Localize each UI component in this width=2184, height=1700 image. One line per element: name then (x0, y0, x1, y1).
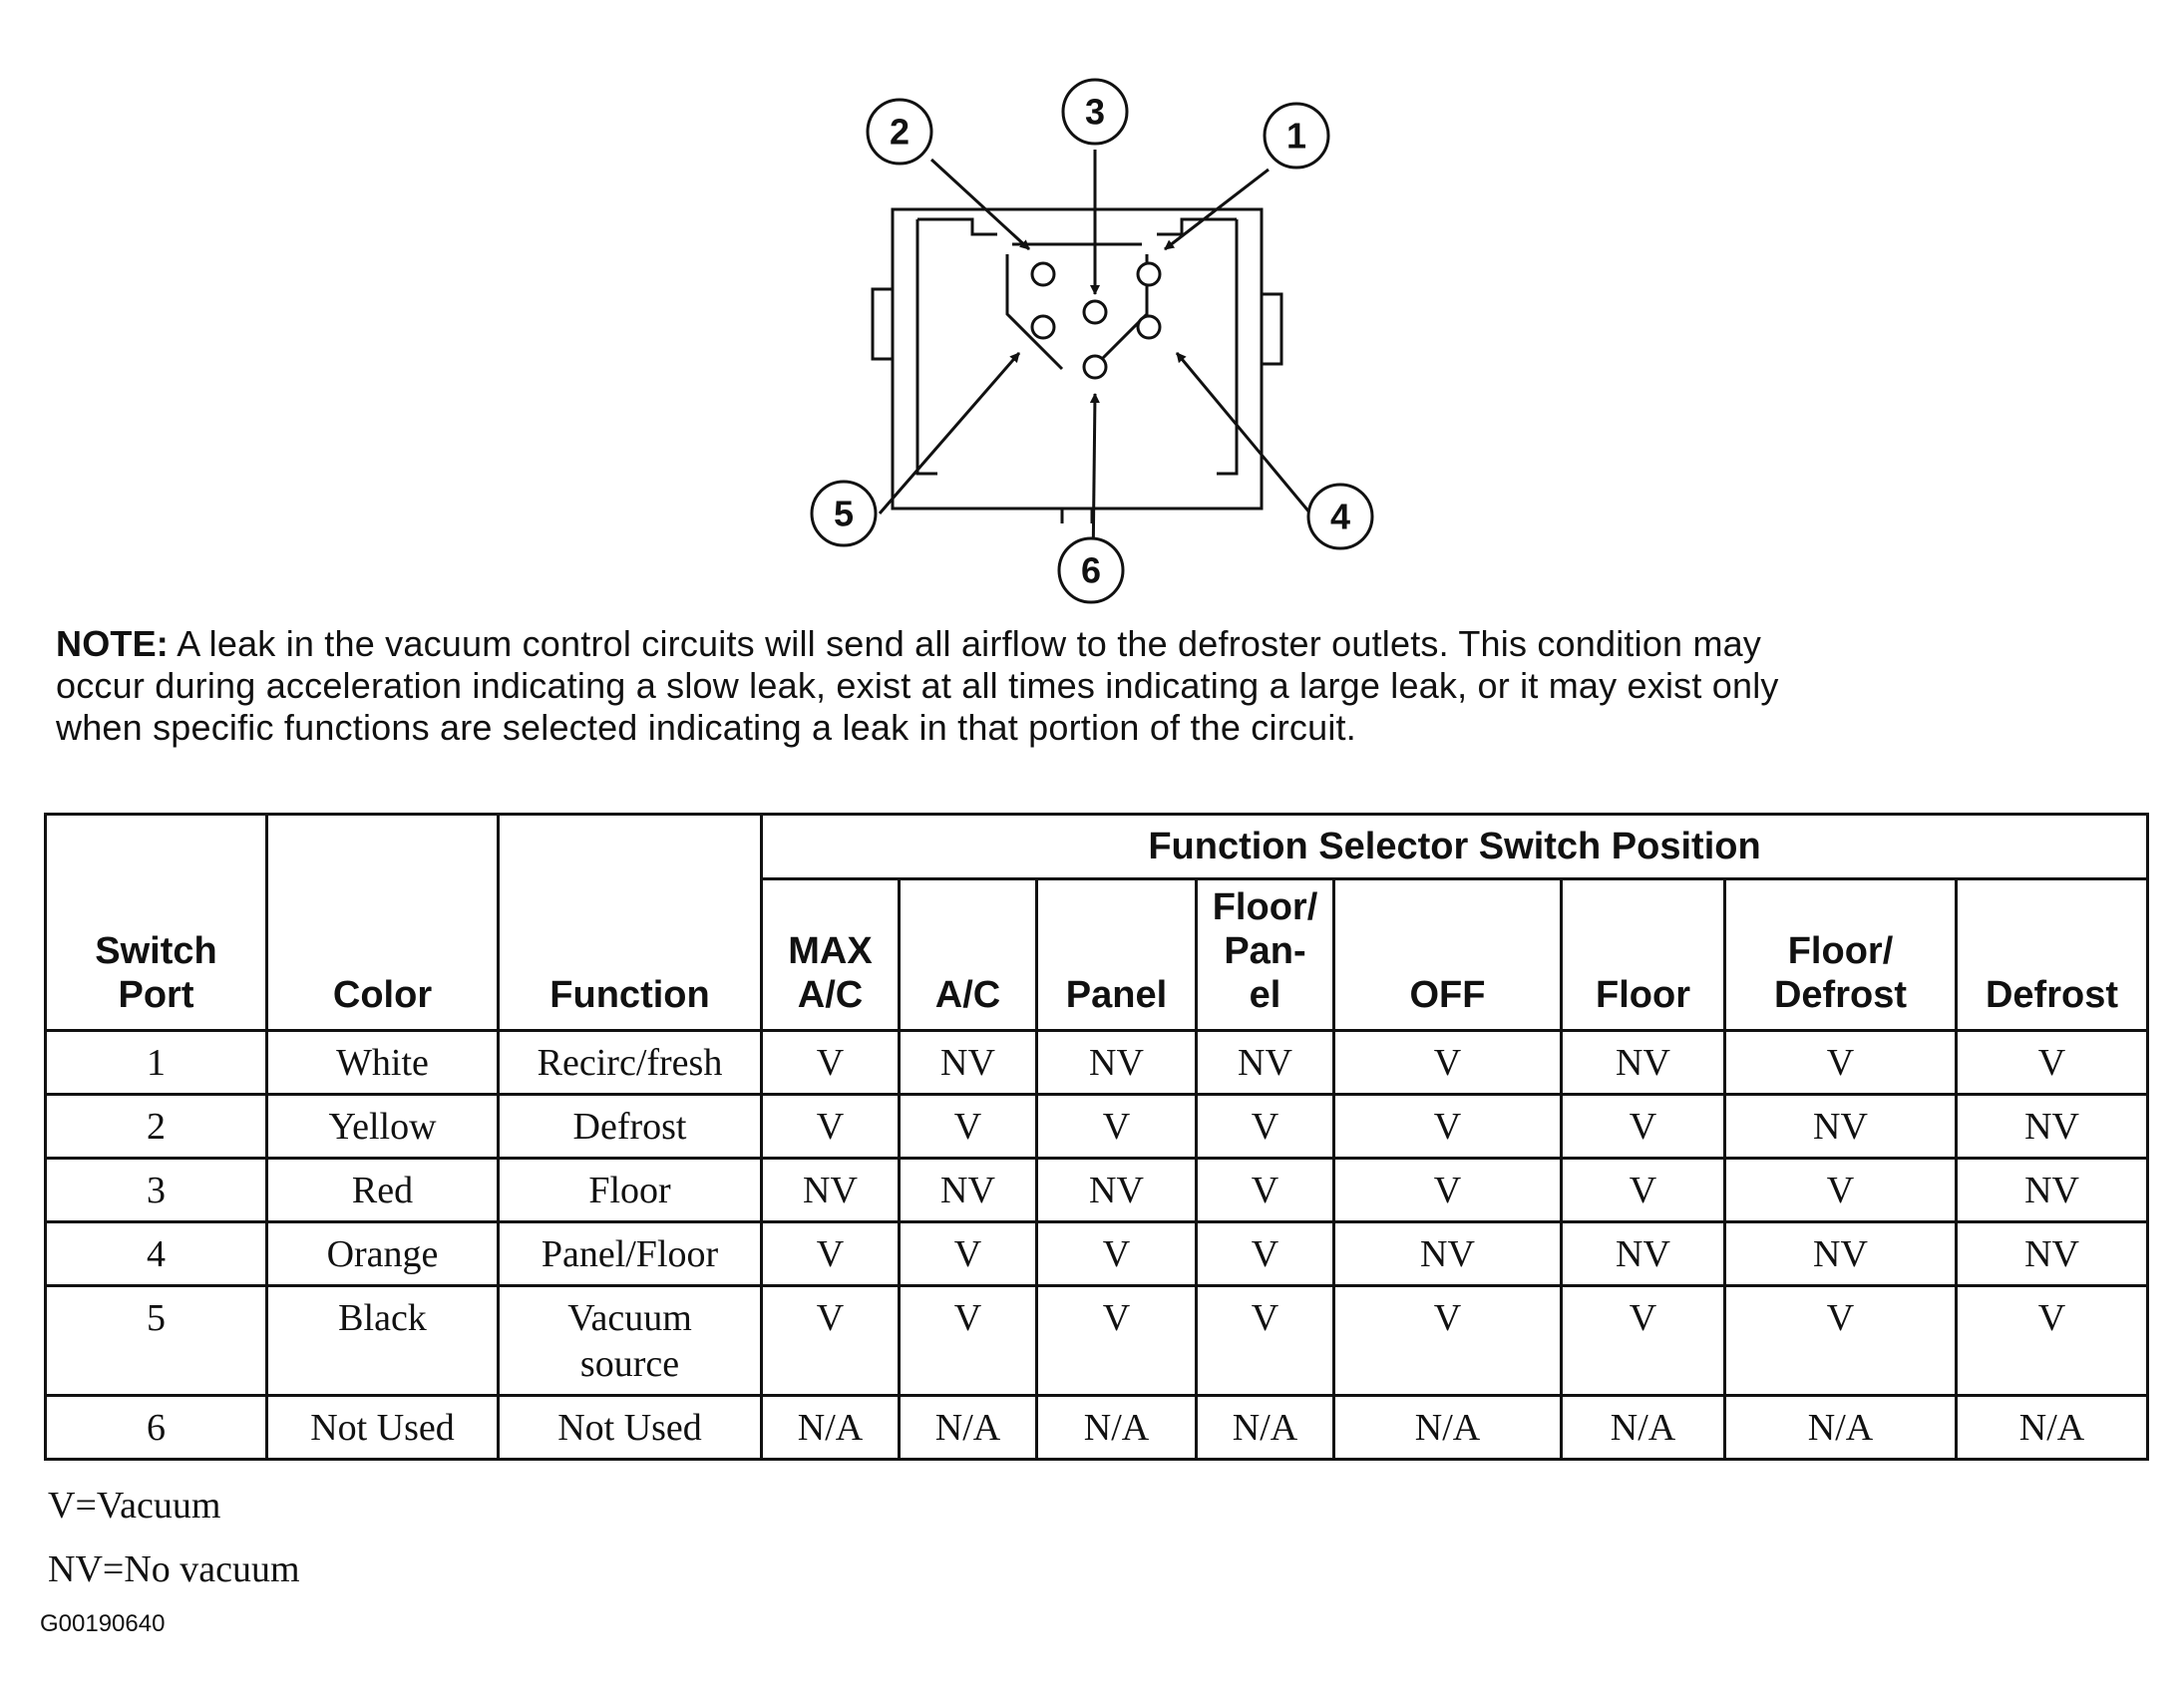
callout-label-2: 2 (889, 111, 910, 153)
cell-panel: NV (1037, 1159, 1197, 1222)
cell-floor-panel: V (1197, 1159, 1334, 1222)
cell-max-ac: V (762, 1222, 900, 1286)
cell-off: V (1334, 1095, 1562, 1159)
callout-label-3: 3 (1084, 91, 1106, 133)
cell-color: Yellow (267, 1095, 499, 1159)
cell-port: 1 (46, 1031, 267, 1095)
cell-floor-defrost: NV (1725, 1095, 1957, 1159)
cell-port: 3 (46, 1159, 267, 1222)
note-text: A leak in the vacuum control circuits will send all airflow to the defroster outlets. This condition may occur during acceleration indicating a slow leak, exist at all times indicating a large leak, or it may exist only when specific functions are selected indicating a leak in that portion of the circuit. (56, 623, 1779, 748)
cell-floor-defrost: N/A (1725, 1395, 1957, 1459)
cell-floor: N/A (1562, 1395, 1725, 1459)
cell-function: Vacuum source (499, 1286, 762, 1396)
port-hole-1 (1138, 263, 1160, 285)
callout-label-6: 6 (1080, 549, 1102, 591)
cell-floor: NV (1562, 1222, 1725, 1286)
cell-floor-panel: V (1197, 1095, 1334, 1159)
header-function: Function (499, 815, 762, 1031)
cell-off: V (1334, 1159, 1562, 1222)
cell-defrost: N/A (1957, 1395, 2148, 1459)
cell-color: White (267, 1031, 499, 1095)
table-row (46, 1286, 2148, 1396)
cell-port: 5 (46, 1286, 267, 1396)
cell-floor-panel: V (1197, 1286, 1334, 1396)
cell-port: 4 (46, 1222, 267, 1286)
port-hole-5 (1032, 316, 1054, 338)
cell-ac: V (900, 1222, 1037, 1286)
cell-floor: V (1562, 1095, 1725, 1159)
cell-defrost: V (1957, 1286, 2148, 1396)
table-row (46, 1395, 2148, 1459)
port-hole-3 (1084, 301, 1106, 323)
cell-max-ac: N/A (762, 1395, 900, 1459)
header-position-floor: Floor (1562, 879, 1725, 1031)
port-hole-6 (1084, 356, 1106, 378)
cell-defrost: NV (1957, 1222, 2148, 1286)
connector-body (873, 209, 1281, 523)
cell-function: Not Used (499, 1395, 762, 1459)
cell-max-ac: V (762, 1286, 900, 1396)
cell-function: Defrost (499, 1095, 762, 1159)
legend-no-vacuum: NV=No vacuum (48, 1548, 300, 1590)
cell-floor-defrost: NV (1725, 1222, 1957, 1286)
callout-label-1: 1 (1285, 115, 1307, 157)
cell-off: V (1334, 1286, 1562, 1396)
cell-panel: N/A (1037, 1395, 1197, 1459)
cell-off: V (1334, 1031, 1562, 1095)
cell-ac: N/A (900, 1395, 1037, 1459)
cell-max-ac: V (762, 1031, 900, 1095)
cell-panel: NV (1037, 1031, 1197, 1095)
header-position-off: OFF (1334, 879, 1562, 1031)
legend-vacuum: V=Vacuum (48, 1485, 221, 1527)
cell-color: Orange (267, 1222, 499, 1286)
table-row (46, 1031, 2148, 1095)
cell-floor-defrost: V (1725, 1031, 1957, 1095)
header-color: Color (267, 815, 499, 1031)
port-hole-4 (1138, 316, 1160, 338)
cell-defrost: V (1957, 1031, 2148, 1095)
cell-function: Recirc/fresh (499, 1031, 762, 1095)
header-position-floor-defrost: Floor/ Defrost (1725, 879, 1957, 1031)
cell-floor-defrost: V (1725, 1286, 1957, 1396)
cell-floor-panel: N/A (1197, 1395, 1334, 1459)
cell-floor: V (1562, 1159, 1725, 1222)
note-label: NOTE: (56, 623, 169, 664)
table-row (46, 1095, 2148, 1159)
header-position-panel: Panel (1037, 879, 1197, 1031)
header-position-max-ac: MAX A/C (762, 879, 900, 1031)
callout-circles (812, 80, 1372, 602)
cell-floor: V (1562, 1286, 1725, 1396)
port-hole-2 (1032, 263, 1054, 285)
cell-off: NV (1334, 1222, 1562, 1286)
callout-label-4: 4 (1329, 496, 1351, 537)
cell-max-ac: V (762, 1095, 900, 1159)
function-selector-table (44, 813, 2149, 1461)
cell-color: Not Used (267, 1395, 499, 1459)
cell-function: Panel/Floor (499, 1222, 762, 1286)
cell-function: Floor (499, 1159, 762, 1222)
header-position-defrost: Defrost (1957, 879, 2148, 1031)
cell-panel: V (1037, 1095, 1197, 1159)
figure-id: G00190640 (40, 1610, 166, 1637)
callout-label-5: 5 (833, 493, 855, 534)
cell-floor-panel: NV (1197, 1031, 1334, 1095)
cell-panel: V (1037, 1286, 1197, 1396)
cell-ac: V (900, 1286, 1037, 1396)
cell-color: Black (267, 1286, 499, 1396)
header-switch-position-group: Function Selector Switch Position (762, 815, 2148, 879)
cell-ac: NV (900, 1031, 1037, 1095)
cell-panel: V (1037, 1222, 1197, 1286)
cell-ac: V (900, 1095, 1037, 1159)
cell-floor-defrost: V (1725, 1159, 1957, 1222)
table-row (46, 1159, 2148, 1222)
vacuum-connector-diagram (758, 70, 1436, 628)
cell-ac: NV (900, 1159, 1037, 1222)
cell-defrost: NV (1957, 1095, 2148, 1159)
note-paragraph (56, 623, 1811, 749)
header-position-floor-panel: Floor/ Pan- el (1197, 879, 1334, 1031)
cell-max-ac: NV (762, 1159, 900, 1222)
cell-floor: NV (1562, 1031, 1725, 1095)
cell-off: N/A (1334, 1395, 1562, 1459)
cell-floor-panel: V (1197, 1222, 1334, 1286)
cell-color: Red (267, 1159, 499, 1222)
header-switch-port: Switch Port (46, 815, 267, 1031)
cell-port: 6 (46, 1395, 267, 1459)
cell-defrost: NV (1957, 1159, 2148, 1222)
table-row (46, 1222, 2148, 1286)
header-position-ac: A/C (900, 879, 1037, 1031)
cell-port: 2 (46, 1095, 267, 1159)
